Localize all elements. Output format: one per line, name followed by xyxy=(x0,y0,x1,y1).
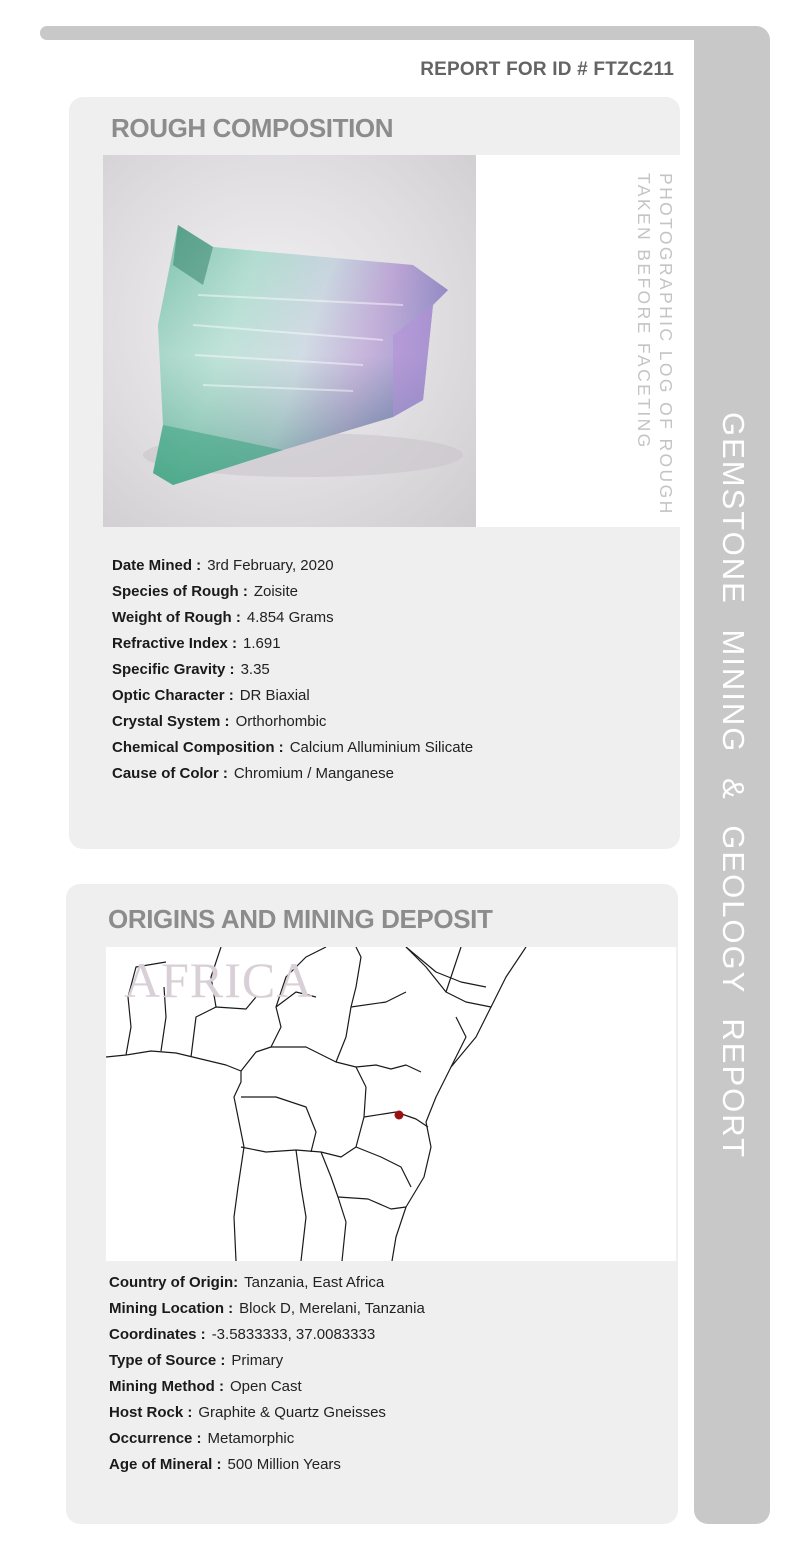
property-row xyxy=(109,1400,425,1426)
mine-location-marker xyxy=(395,1111,404,1120)
photo-caption-line-2: TAKEN BEFORE FACETING xyxy=(634,173,654,450)
property-label: Date Mined : xyxy=(112,557,202,574)
rough-composition-title: ROUGH COMPOSITION xyxy=(111,113,394,143)
property-label: Optic Character : xyxy=(112,687,234,704)
property-label: Weight of Rough : xyxy=(112,609,241,626)
property-label: Mining Location : xyxy=(109,1300,234,1317)
map-label: AFRICA xyxy=(124,952,314,1008)
property-label: Age of Mineral : xyxy=(109,1456,222,1473)
property-value: -3.5833333, 37.0083333 xyxy=(211,1326,376,1343)
property-label: Refractive Index : xyxy=(112,635,238,652)
top-decorative-bar xyxy=(40,26,740,40)
property-row xyxy=(112,579,473,605)
report-id: REPORT FOR ID # FTZC211 xyxy=(420,59,674,80)
property-row xyxy=(109,1296,425,1322)
property-value: Chromium / Manganese xyxy=(233,765,394,782)
rough-composition-panel xyxy=(69,97,680,849)
property-value: Zoisite xyxy=(253,583,299,600)
photo-caption xyxy=(633,173,677,516)
rough-properties-list xyxy=(112,553,473,787)
property-value: DR Biaxial xyxy=(239,687,310,704)
property-label: Crystal System : xyxy=(112,713,230,730)
property-value: Block D, Merelani, Tanzania xyxy=(239,1300,425,1317)
property-value: 3rd February, 2020 xyxy=(207,557,334,574)
property-value: Primary xyxy=(231,1352,284,1369)
property-label: Chemical Composition : xyxy=(112,739,284,756)
property-label: Host Rock : xyxy=(109,1404,193,1421)
property-value: Metamorphic xyxy=(207,1430,295,1447)
property-label: Specific Gravity : xyxy=(112,661,235,678)
property-row xyxy=(112,709,473,735)
property-label: Type of Source : xyxy=(109,1352,226,1369)
property-label: Coordinates : xyxy=(109,1326,206,1343)
rough-gemstone-photo xyxy=(103,155,476,527)
property-value: Orthorhombic xyxy=(235,713,327,730)
property-row xyxy=(109,1348,425,1374)
origin-properties-list xyxy=(109,1270,425,1478)
property-value: 4.854 Grams xyxy=(246,609,334,626)
property-row xyxy=(112,761,473,787)
rough-photo-area xyxy=(103,155,680,527)
property-row xyxy=(112,631,473,657)
origins-panel xyxy=(66,884,678,1524)
property-value: Tanzania, East Africa xyxy=(244,1274,385,1291)
property-value: 500 Million Years xyxy=(227,1456,341,1473)
property-label: Cause of Color : xyxy=(112,765,228,782)
property-label: Country of Origin: xyxy=(109,1274,239,1291)
origins-title: ORIGINS AND MINING DEPOSIT xyxy=(108,904,493,934)
property-value: Calcium Alluminium Silicate xyxy=(289,739,474,756)
property-value: 3.35 xyxy=(240,661,270,678)
property-value: Open Cast xyxy=(229,1378,302,1395)
property-row xyxy=(109,1322,425,1348)
property-row xyxy=(112,683,473,709)
property-label: Species of Rough : xyxy=(112,583,248,600)
property-label: Mining Method : xyxy=(109,1378,224,1395)
property-row xyxy=(109,1452,425,1478)
property-label: Occurrence : xyxy=(109,1430,202,1447)
property-row xyxy=(112,735,473,761)
property-row xyxy=(109,1426,425,1452)
property-value: 1.691 xyxy=(243,635,281,652)
report-side-title: GEMSTONE MINING & GEOLOGY REPORT xyxy=(716,412,751,1160)
property-row xyxy=(109,1374,425,1400)
property-row xyxy=(112,605,473,631)
property-row xyxy=(112,553,473,579)
africa-map xyxy=(106,947,676,1261)
property-value: Graphite & Quartz Gneisses xyxy=(198,1404,386,1421)
photo-caption-line-1: PHOTOGRAPHIC LOG OF ROUGH xyxy=(656,173,676,516)
property-row xyxy=(109,1270,425,1296)
property-row xyxy=(112,657,473,683)
